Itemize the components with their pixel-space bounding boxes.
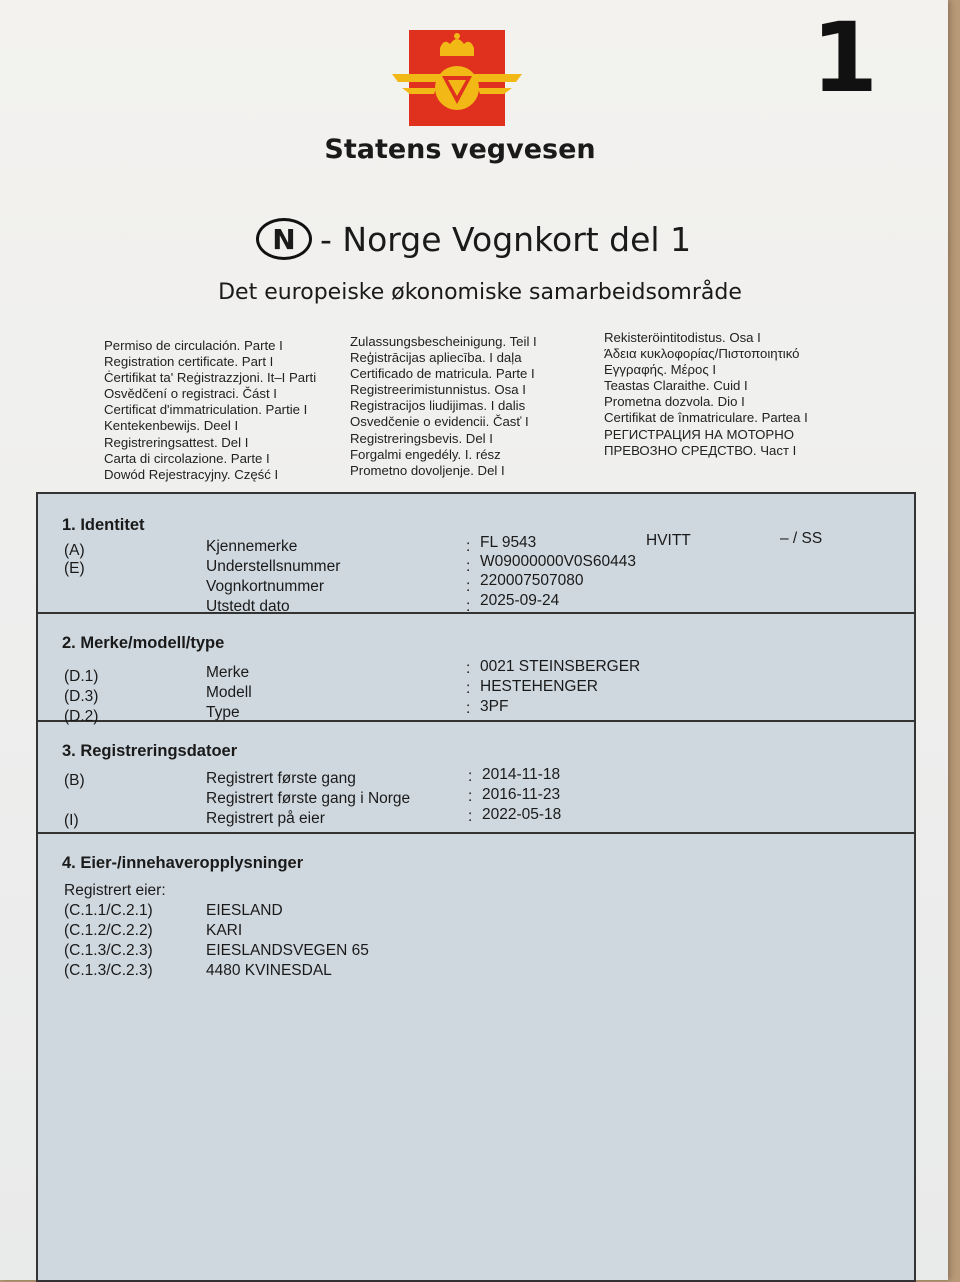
translation-line: Teastas Claraithe. Cuid I <box>604 378 748 394</box>
translation-line: Registreerimistunnistus. Osa I <box>350 382 526 398</box>
field-code: (B) <box>64 772 85 789</box>
field-label: Type <box>206 704 240 721</box>
colon: : <box>466 578 471 595</box>
colon: : <box>466 538 471 555</box>
owner-row <box>38 942 914 962</box>
section-heading: 3. Registreringsdatoer <box>62 742 238 760</box>
field-label: Utstedt dato <box>206 598 290 615</box>
field-code: (C.1.1/C.2.1) <box>64 902 153 919</box>
field-value: W09000000V0S60443 <box>480 553 636 570</box>
field-label: Registrert første gang i Norge <box>206 790 411 807</box>
country-code-badge: N <box>256 218 312 260</box>
colon: : <box>466 700 471 717</box>
colon: : <box>466 598 471 615</box>
identity-row <box>38 553 914 578</box>
section-heading: 4. Eier-/innehaveropplysninger <box>62 854 304 872</box>
translation-line: Registreringsattest. Del I <box>104 434 249 450</box>
agency-name: Statens vegvesen <box>324 134 596 165</box>
section-owner <box>38 834 914 1280</box>
document-title <box>256 218 691 260</box>
make-model-row <box>38 658 914 685</box>
translation-line: Zulassungsbescheinigung. Teil I <box>350 334 537 349</box>
field-value: 220007507080 <box>480 572 584 589</box>
colon: : <box>466 680 471 697</box>
colon: : <box>468 808 473 825</box>
owner-row <box>38 922 914 942</box>
field-code: (E) <box>64 560 85 577</box>
section-identity <box>38 494 914 614</box>
field-label: Registrert første gang <box>206 770 356 787</box>
field-value: 2016-11-23 <box>482 786 561 803</box>
field-label: Modell <box>206 684 252 701</box>
extra-code: – / SS <box>780 530 823 547</box>
identity-row <box>38 530 914 559</box>
translation-line: Carta di circolazione. Parte I <box>104 450 270 466</box>
owner-row <box>38 902 914 922</box>
field-label: Understellsnummer <box>206 558 341 575</box>
section-heading: 2. Merke/modell/type <box>62 634 225 652</box>
translation-line: Certifikat de înmatriculare. Partea I <box>604 410 808 426</box>
registration-date-row <box>38 806 914 830</box>
colon: : <box>466 660 471 677</box>
field-value: 4480 KVINESDAL <box>206 962 332 979</box>
translation-line: Registracijos liudijimas. I dalis <box>350 398 526 414</box>
translation-line: Osvědčení o registraci. Část I <box>104 386 277 402</box>
translation-line: Εγγραφής. Μέρος I <box>604 362 717 378</box>
serial-number <box>0 1165 26 1277</box>
field-value: 0021 STEINSBERGER <box>480 658 641 675</box>
registration-date-row <box>38 786 914 810</box>
field-value: 2025-09-24 <box>480 592 560 609</box>
translation-line: Dowód Rejestracyjny. Część I <box>104 466 279 482</box>
translations-column-3 <box>604 330 808 459</box>
document-subtitle: Det europeiske økonomiske samarbeidsområde <box>218 280 742 305</box>
section-heading: 1. Identitet <box>62 516 145 534</box>
owner-label-row <box>38 882 914 902</box>
title-text: - Norge Vognkort del 1 <box>320 219 692 259</box>
color-value: HVITT <box>646 532 691 549</box>
field-code: (D.2) <box>64 708 99 725</box>
translation-line: Reģistrācijas apliecība. I daļa <box>350 350 522 366</box>
translations-column-1 <box>104 338 316 483</box>
translation-line: Osvedčenie o evidencii. Časť I <box>350 414 529 430</box>
statens-vegvesen-logo <box>392 30 522 126</box>
serial-number-text <box>0 1184 1 1254</box>
translation-line: Prometna dozvola. Dio I <box>604 394 745 410</box>
translation-line: Ċertifikat ta' Reġistrazzjoni. It–I Parti <box>104 370 317 386</box>
section-make-model <box>38 614 914 725</box>
colon: : <box>466 558 471 575</box>
field-label: Registrert på eier <box>206 810 325 827</box>
make-model-row <box>38 678 914 705</box>
field-code: (A) <box>64 542 85 559</box>
field-label: Vognkortnummer <box>206 578 325 595</box>
vehicle-data-form <box>36 492 916 1282</box>
translation-line: Registreringsbevis. Del I <box>350 430 493 446</box>
field-label: Merke <box>206 664 250 681</box>
field-value: HESTEHENGER <box>480 678 598 695</box>
translation-line: Rekisteröintitodistus. Osa I <box>604 330 761 345</box>
field-value: KARI <box>206 922 243 939</box>
field-label: Kjennemerke <box>206 538 298 555</box>
field-value: 3PF <box>480 698 509 715</box>
field-code: (C.1.3/C.2.3) <box>64 942 153 959</box>
registration-date-row <box>38 766 914 790</box>
field-value: EIESLAND <box>206 902 283 919</box>
translation-line: ПРЕВОЗНО СРЕДСТВО. Част I <box>604 442 797 458</box>
translation-line: Registration certificate. Part I <box>104 354 274 370</box>
colon: : <box>468 768 473 785</box>
field-value: 2014-11-18 <box>482 766 561 783</box>
field-code: (C.1.2/C.2.2) <box>64 922 153 939</box>
translation-line: Forgalmi engedély. I. rész <box>350 446 501 462</box>
translation-line: Certificado de matricula. Parte I <box>350 366 535 382</box>
translation-line: Kentekenbewijs. Deel I <box>104 418 239 434</box>
translation-line: РЕГИСТРАЦИЯ НА МОТОРНО <box>604 426 795 442</box>
field-code: (D.1) <box>64 668 99 685</box>
page-number: 1 <box>811 2 878 114</box>
owner-row <box>38 962 914 982</box>
translation-line: Άδεια κυκλοφορίας/Πιστοποιητικό <box>604 346 800 362</box>
registered-owner-label: Registrert eier: <box>64 882 166 899</box>
field-code: (C.1.3/C.2.3) <box>64 962 153 979</box>
make-model-row <box>38 698 914 725</box>
field-code: (D.3) <box>64 688 99 705</box>
field-value: 2022-05-18 <box>482 806 562 823</box>
field-value: EIESLANDSVEGEN 65 <box>206 942 369 959</box>
identity-row <box>38 572 914 598</box>
translation-line: Certificat d'immatriculation. Partie I <box>104 402 308 418</box>
translation-line: Prometno dovoljenje. Del I <box>350 462 505 478</box>
field-value: FL 9543 <box>480 534 537 551</box>
translation-line: Permiso de circulación. Parte I <box>104 338 283 353</box>
field-code: (I) <box>64 812 79 829</box>
colon: : <box>468 788 473 805</box>
translations-column-2 <box>350 334 537 479</box>
section-registration-dates <box>38 722 914 834</box>
